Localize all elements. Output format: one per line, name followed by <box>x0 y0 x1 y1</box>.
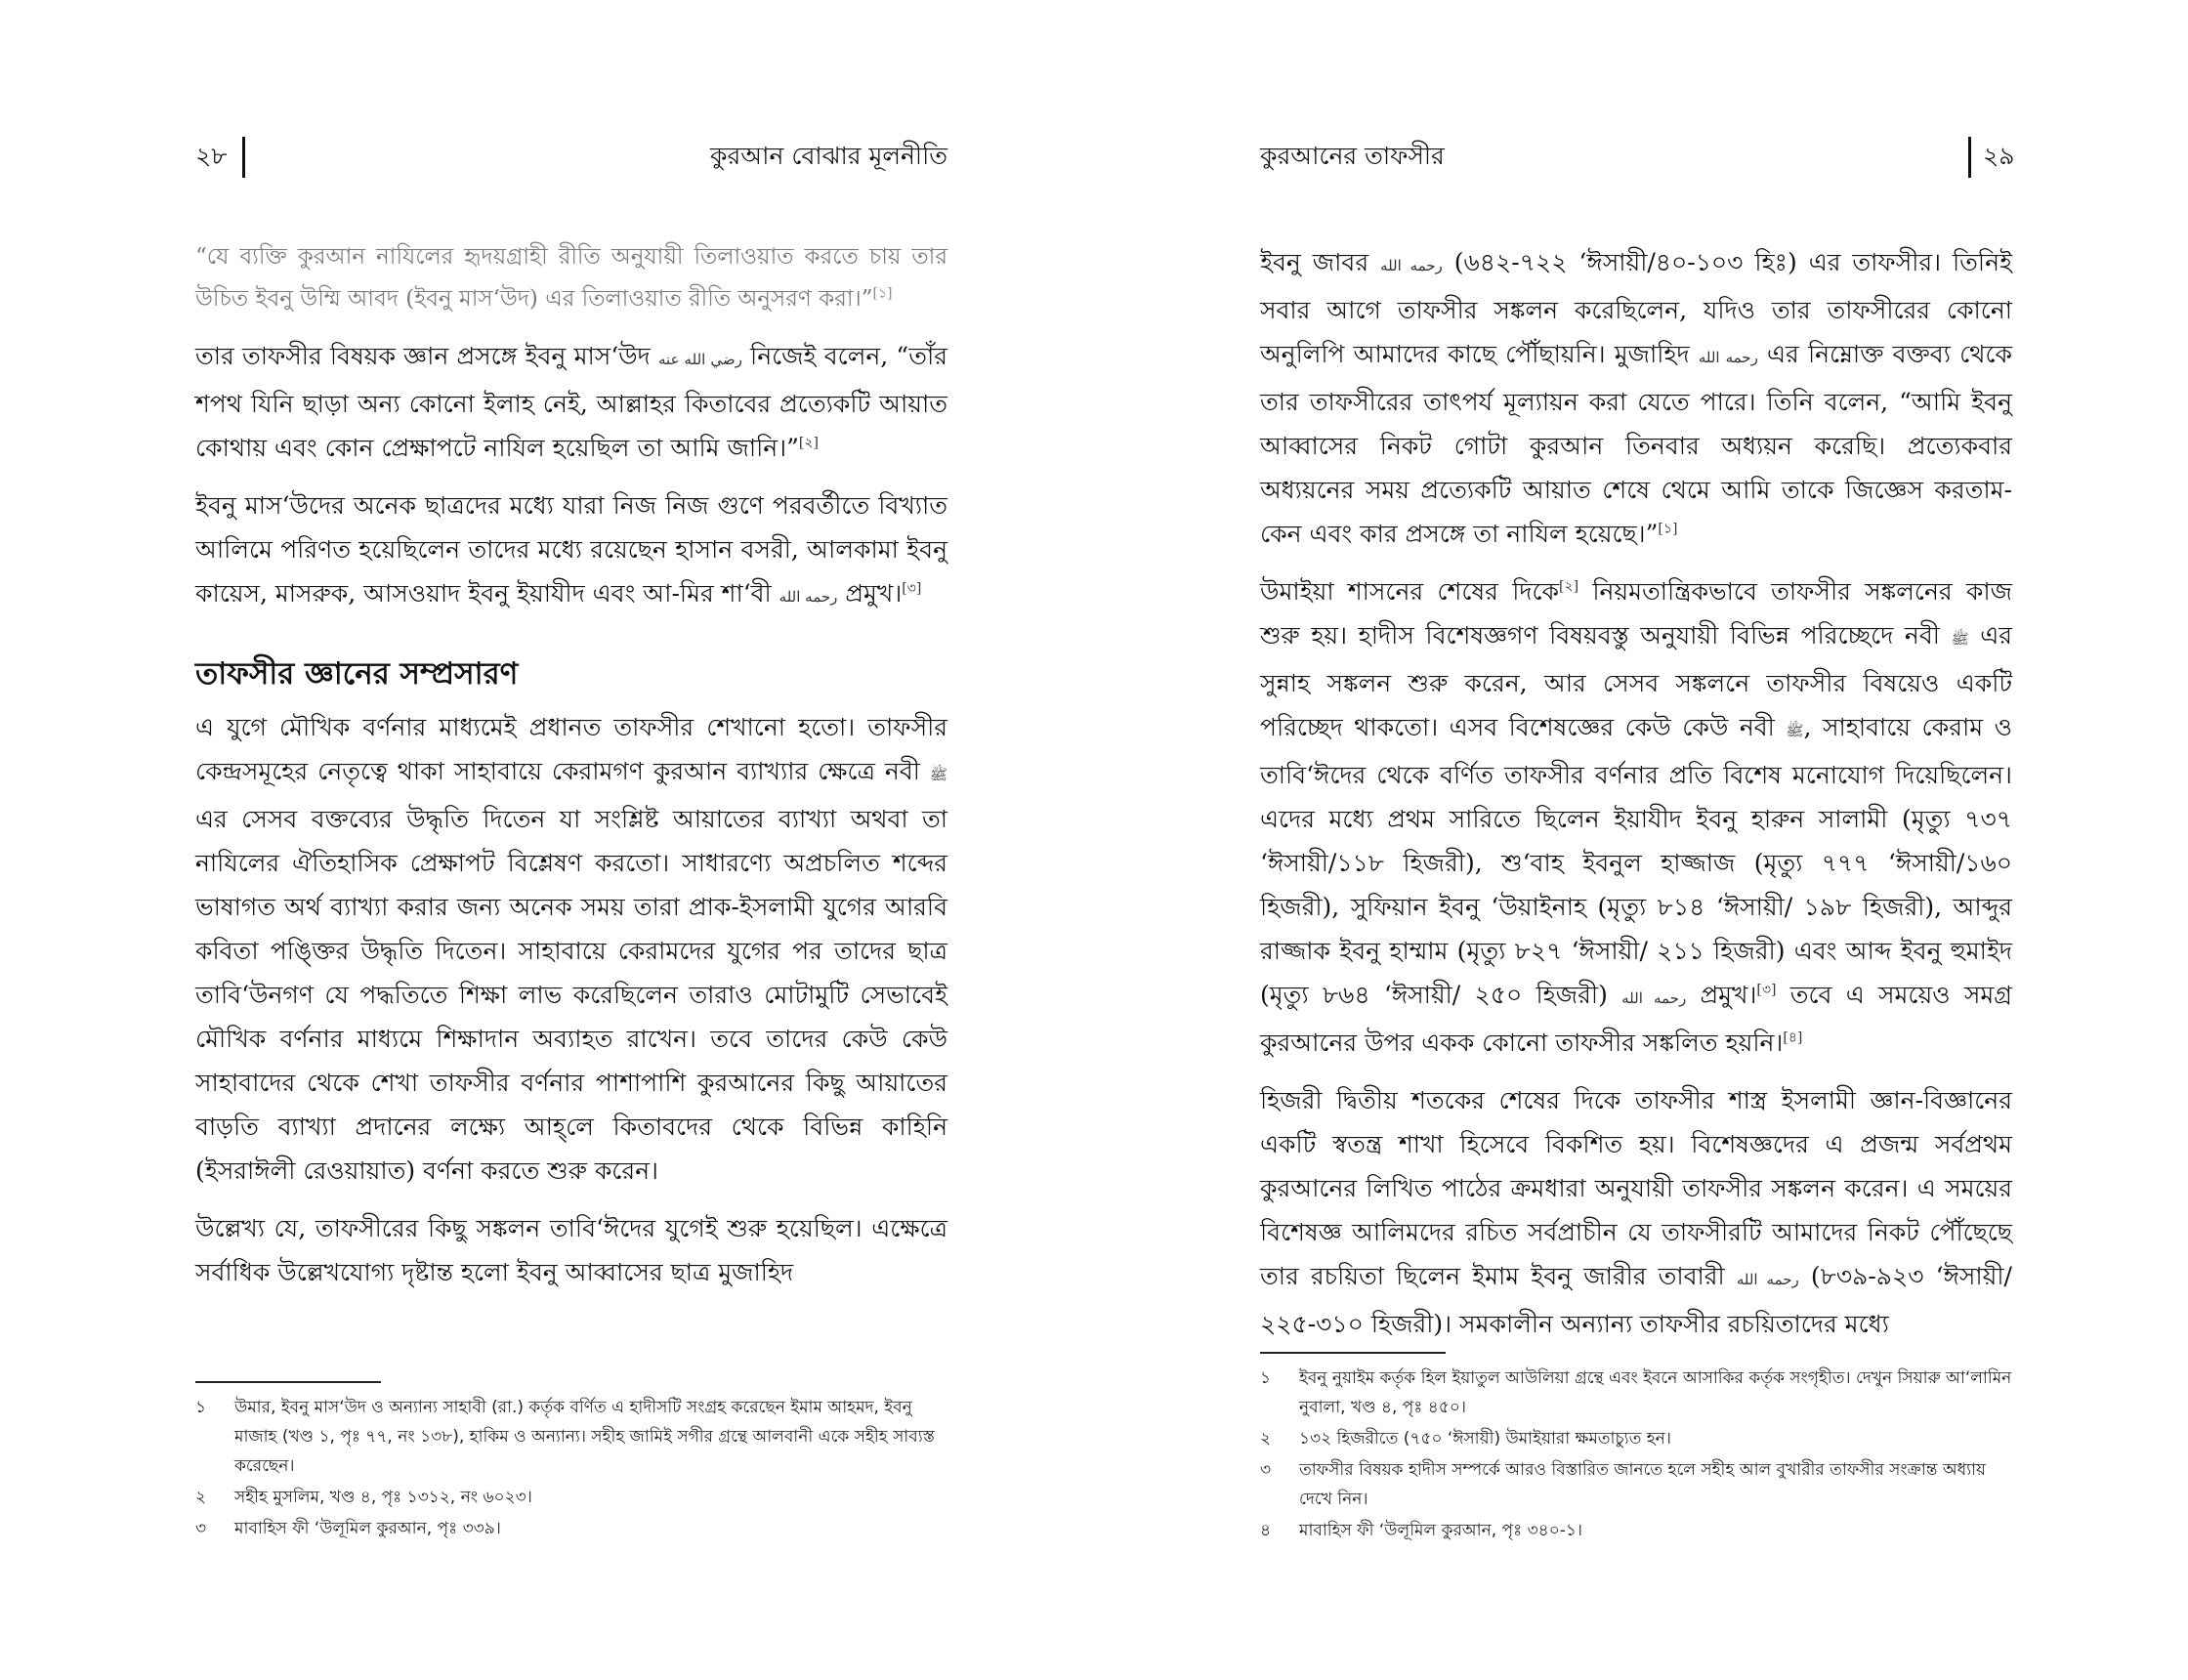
right-body <box>1260 240 2012 1360</box>
footnote: ৪ মাবাহিস ফী ‘উলূমিল কুরআন, পৃঃ ৩৪০-১। <box>1260 1521 1582 1540</box>
footnote: ৩ তাফসীর বিষয়ক হাদীস সম্পর্কে আরও বিস্তারিত জানতে হলে সহীহ আল বুখারীর তাফসীর সংক্রান্ত অধ্যায় দেখে নিন। <box>1260 1460 1987 1509</box>
footnote-rule <box>1260 1352 1446 1354</box>
footnote: ২ ১৩২ হিজরীতে (৭৫০ ‘ঈসায়ী) উমাইয়ারা ক্ষমতাচ্যুত হন। <box>1260 1429 1671 1449</box>
paragraph: তার তাফসীর বিষয়ক জ্ঞান প্রসঙ্গে ইবনু মাস‘উদ رضي الله عنه নিজেই বলেন, “তাঁর শপথ যিনি ছাড়া অন্য কোনো ইলাহ নেই, আল্লাহর কিতাবের প্রত্যেকটি আয়াত কোথায় এবং কোন প্রেক্ষাপটে নাযিল হয়েছিল তা আমি জানি।”[২] <box>195 342 947 462</box>
footnote-ref: [১] <box>1658 521 1678 537</box>
honorific-glyph: ﷺ <box>1951 630 1969 648</box>
honorific-glyph: رحمه الله <box>1380 257 1443 274</box>
quote-paragraph: “যে ব্যক্তি কুরআন নাযিলের হৃদয়গ্রাহী রীতি অনুযায়ী তিলাওয়াত করতে চায় তার উচিত ইবনু উম্মি আবদ (ইবনু মাস‘উদ) এর তিলাওয়াত রীতি অনুসরণ করা।”[১] <box>195 244 947 312</box>
paragraph: হিজরী দ্বিতীয় শতকের শেষের দিকে তাফসীর শাস্ত্র ইসলামী জ্ঞান-বিজ্ঞানের একটি স্বতন্ত্র শাখা হিসেবে বিকশিত হয়। বিশেষজ্ঞদের এ প্রজন্ম সর্বপ্রথম কুরআনের লিখিত পাঠের ক্রমধারা অনুযায়ী তাফসীর সঙ্কলন করেন। এ সময়ের বিশেষজ্ঞ আলিমদের রচিত সর্বপ্রাচীন যে তাফসীরটি আমাদের নিকট পৌঁছেছে তার রচয়িতা ছিলেন ইমাম ইবনু জারীর তাবারী رحمه الله (৮৩৯-৯২৩ ‘ঈসায়ী/২২৫-৩১০ হিজরী)। সমকালীন অন্যান্য তাফসীর রচয়িতাদের মধ্যে <box>1260 1086 2012 1338</box>
footnote: ২ সহীহ মুসলিম, খণ্ড ৪, পৃঃ ১৩১২, নং ৬০২৩। <box>195 1488 532 1507</box>
right-page <box>1094 0 2188 1680</box>
left-body <box>195 236 947 1308</box>
honorific-glyph: رحمه الله <box>1736 1271 1799 1288</box>
footnote-ref: [৩] <box>1756 982 1777 998</box>
paragraph: উল্লেখ্য যে, তাফসীরের কিছু সঙ্কলন তাবি‘ঈদের যুগেই শুরু হয়েছিল। এক্ষেত্রে সর্বাধিক উল্লেখযোগ্য দৃষ্টান্ত হলো ইবনু আব্বাসের ছাত্র মুজাহিদ <box>195 1214 947 1286</box>
footnote: ১ ইবনু নুয়াইম কর্তৃক হিল ইয়াতুল আউলিয়া গ্রন্থে এবং ইবনে আসাকির কর্তৃক সংগৃহীত। দেখুন সিয়ারু আ‘লামিন নুবালা, খণ্ড ৪, পৃঃ ৪৫০। <box>1260 1368 2012 1417</box>
honorific-glyph: رحمه الله <box>778 588 838 606</box>
footnote-rule <box>195 1381 381 1383</box>
header-divider <box>242 137 245 178</box>
footnote: ৩ মাবাহিস ফী ‘উলূমিল কুরআন, পৃঃ ৩৩৯। <box>195 1519 501 1538</box>
footnotes <box>195 1393 947 1545</box>
paragraph: এ যুগে মৌখিক বর্ণনার মাধ্যমেই প্রধানত তাফসীর শেখানো হতো। তাফসীর কেন্দ্রসমূহের নেতৃত্বে থাকা সাহাবায়ে কেরামগণ কুরআন ব্যাখ্যার ক্ষেত্রে নবী ﷺ এর সেসব বক্তব্যের উদ্ধৃতি দিতেন যা সংশ্লিষ্ট আয়াতের ব্যাখ্যা অথবা তা নাযিলের ঐতিহাসিক প্রেক্ষাপট বিশ্লেষণ করতো। সাধারণ্যে অপ্রচলিত শব্দের ভাষাগত অর্থ ব্যাখ্যা করার জন্য অনেক সময় তারা প্রাক-ইসলামী যুগের আরবি কবিতা পঙ্ক্তির উদ্ধৃতি দিতেন। সাহাবায়ে কেরামদের যুগের পর তাদের ছাত্র তাবি‘উনগণ যে পদ্ধতিতে শিক্ষা লাভ করেছিলেন তারাও মোটামুটি সেভাবেই মৌখিক বর্ণনার মাধ্যমে শিক্ষাদান অব্যাহত রাখেন। তবে তাদের কেউ কেউ সাহাবাদের থেকে শেখা তাফসীর বর্ণনার পাশাপাশি কুরআনের কিছু আয়াতের বাড়তি ব্যাখ্যা প্রদানের লক্ষ্যে আহ্‌লে কিতাবদের থেকে বিভিন্ন কাহিনি (ইসরাঈলী রেওয়ায়াত) বর্ণনা করতে শুরু করেন। <box>195 713 947 1185</box>
footnote: ১ উমার, ইবনু মাস‘উদ ও অন্যান্য সাহাবী (রা.) কর্তৃক বর্ণিত এ হাদীসটি সংগ্রহ করেছেন ইমাম আহমদ, ইবনু মাজাহ (খণ্ড ১, পৃঃ ৭৭, নং ১৩৮), হাকিম ও অন্যান্য। সহীহ জামিই সগীর গ্রন্থে আলবানী একে সহীহ সাব্যস্ত করেছেন। <box>195 1398 935 1476</box>
paragraph: ইবনু জাবর رحمه الله (৬৪২-৭২২ ‘ঈসায়ী/৪০-১০৩ হিঃ) এর তাফসীর। তিনিই সবার আগে তাফসীর সঙ্কলন করেছিলেন, যদিও তার তাফসীরের কোনো অনুলিপি আমাদের কাছে পৌঁছায়নি। মুজাহিদ رحمه الله এর নিম্নোক্ত বক্তব্য থেকে তার তাফসীরের তাৎপর্য মূল্যায়ন করা যেতে পারে। তিনি বলেন, “আমি ইবনু আব্বাসের নিকট গোটা কুরআন তিনবার অধ্যয়ন করেছি। প্রত্যেকবার অধ্যয়নের সময় প্রত্যেকটি আয়াত শেষে থেমে আমি তাকে জিজ্ঞেস করতাম-কেন এবং কার প্রসঙ্গে তা নাযিল হয়েছে।”[১] <box>1260 248 2013 548</box>
honorific-glyph: ﷺ <box>1786 722 1804 739</box>
honorific-glyph: رحمه الله <box>1621 989 1687 1007</box>
running-head: কুরআন বোঝার মূলনীতি <box>710 142 947 170</box>
page-number: ২৮ <box>195 142 228 170</box>
footnote-ref: [৪] <box>1783 1029 1803 1046</box>
footnotes <box>1260 1364 2012 1547</box>
footnote-ref: [৩] <box>902 580 922 597</box>
header-divider <box>1968 137 1971 178</box>
paragraph: ইবনু মাস‘উদের অনেক ছাত্রদের মধ্যে যারা নিজ নিজ গুণে পরবর্তীতে বিখ্যাত আলিমে পরিণত হয়েছিলেন তাদের মধ্যে রয়েছেন হাসান বসরী, আলকামা ইবনু কায়েস, মাসরুক, আসওয়াদ ইবনু ইয়াযীদ এবং আ-মির শা‘বী رحمه الله প্রমুখ।[৩] <box>195 491 947 608</box>
footnote-ref: [১] <box>872 285 893 302</box>
page-number: ২৯ <box>1983 142 2015 170</box>
honorific-glyph: ﷺ <box>929 766 947 783</box>
honorific-glyph: رضي الله عنه <box>658 351 742 368</box>
paragraph: উমাইয়া শাসনের শেষের দিকে[২] নিয়মতান্ত্রিকভাবে তাফসীর সঙ্কলনের কাজ শুরু হয়। হাদীস বিশেষজ্ঞগণ বিষয়বস্তু অনুযায়ী বিভিন্ন পরিচ্ছেদে নবী ﷺ এর সুন্নাহ সঙ্কলন শুরু করেন, আর সেসব সঙ্কলনে তাফসীর বিষয়েও একটি পরিচ্ছেদ থাকতো। এসব বিশেষজ্ঞের কেউ কেউ নবী ﷺ, সাহাবায়ে কেরাম ও তাবি‘ঈদের থেকে বর্ণিত তাফসীর বর্ণনার প্রতি বিশেষ মনোযোগ দিয়েছিলেন। এদের মধ্যে প্রথম সারিতে ছিলেন ইয়াযীদ ইবনু হারুন সালামী (মৃত্যু ৭৩৭ ‘ঈসায়ী/১১৮ হিজরী), শু‘বাহ ইবনুল হাজ্জাজ (মৃত্যু ৭৭৭ ‘ঈসায়ী/১৬০ হিজরী), সুফিয়ান ইবনু ‘উয়াইনাহ (মৃত্যু ৮১৪ ‘ঈসায়ী/ ১৯৮ হিজরী), আব্দুর রাজ্জাক ইবনু হাম্মাম (মৃত্যু ৮২৭ ‘ঈসায়ী/ ২১১ হিজরী) এবং আব্দ ইবনু হুমাইদ (মৃত্যু ৮৬৪ ‘ঈসায়ী/ ২৫০ হিজরী) رحمه الله প্রমুখ।[৩] তবে এ সময়েও সমগ্র কুরআনের উপর একক কোনো তাফসীর সঙ্কলিত হয়নি।[৪] <box>1260 577 2013 1057</box>
footnote-ref: [২] <box>798 435 819 451</box>
footnote-ref: [২] <box>1559 578 1579 595</box>
section-heading: তাফসীর জ্ঞানের সম্প্রসারণ <box>195 656 519 692</box>
honorific-glyph: رحمه الله <box>1698 349 1758 366</box>
running-head: কুরআনের তাফসীর <box>1260 142 1445 170</box>
